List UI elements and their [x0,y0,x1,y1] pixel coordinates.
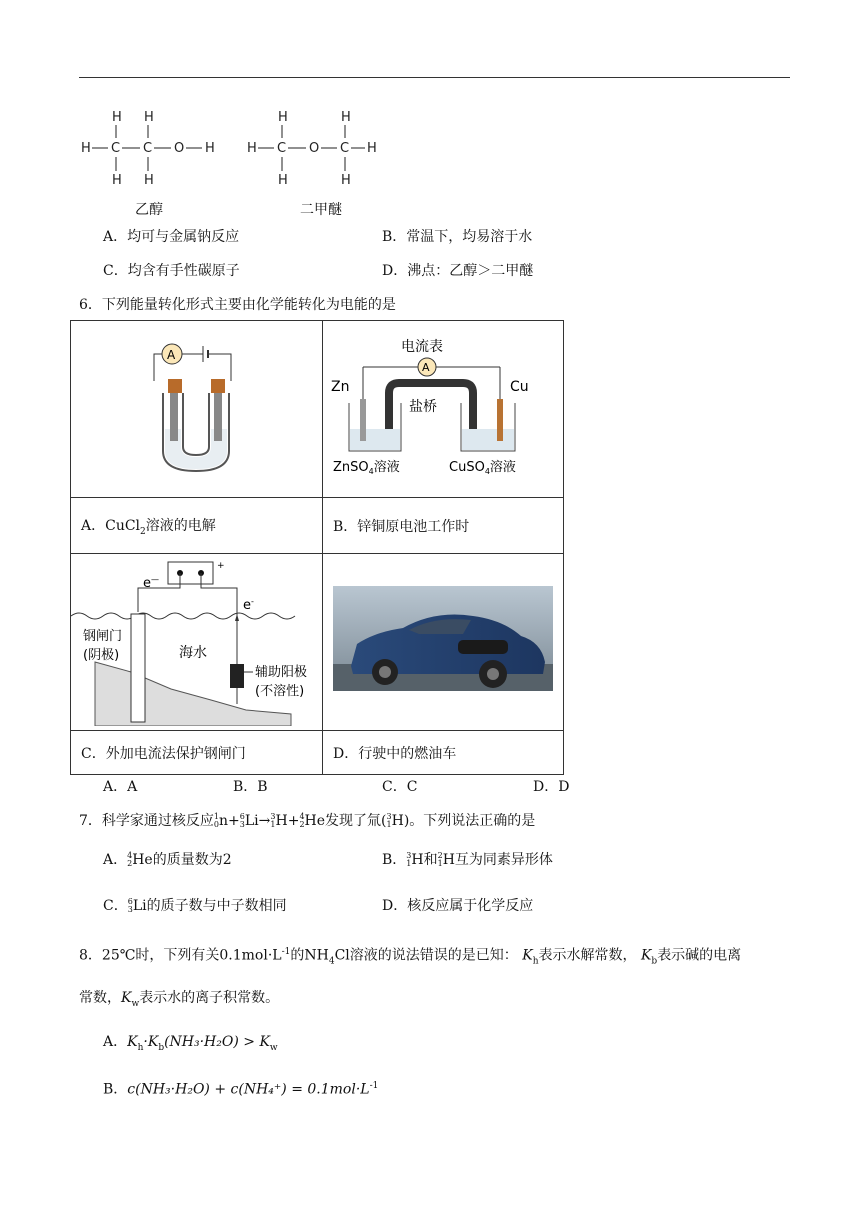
left-solution-label: ZnSO$_4$溶液 [333,460,400,476]
plus-sign: + [217,561,225,571]
atom-label: H [341,173,351,188]
q5-option-a: A．均可与金属钠反应 [103,229,240,245]
atom-label: O [309,141,320,156]
insoluble-label: (不溶性) [255,684,305,699]
header-rule [79,77,790,78]
copper-label: Cu [510,379,529,395]
ammeter-label: 电流表 [401,339,443,355]
q5-option-d: D．沸点：乙醇＞二甲醚 [382,263,534,279]
cell-a-figure [71,321,323,498]
car-photo [323,554,563,726]
electron-label: e— [143,575,159,591]
q5-option-c: C．均含有手性碳原子 [103,263,240,279]
atom-label: H [341,110,351,125]
q7-stem: 7．科学家通过核反应 1 0 n+ 6 3 Li→ 3 1 H+ 4 2 He发现了氚( 3 1 H)。下列说法正确的是 [79,812,536,829]
seawater-label: 海水 [179,645,207,661]
salt-bridge-label: 盐桥 [409,399,437,415]
atom-label: H [112,173,122,188]
cell-d-caption: D．行驶中的燃油车 [323,731,564,775]
anode-label: 辅助阳极 [255,665,308,680]
atom-label: H [247,141,257,156]
cathode-label: (阴极) [83,648,120,663]
q5-option-b: B．常温下，均易溶于水 [382,229,533,245]
q8-stem-line2: 常数，$K_w$表示水的离子积常数。 [79,990,280,1009]
electrolysis-u-tube-figure [71,321,322,493]
cell-b-figure [323,321,564,498]
ethanol-name: 乙醇 [135,202,163,218]
cell-c-figure [71,554,323,731]
ethanol-structure [78,105,228,190]
atom-label: H [278,110,288,125]
dimethyl-ether-structure [244,105,394,190]
atom-label: O [174,141,185,156]
atom-label: H [278,173,288,188]
impressed-current-figure [71,554,322,726]
atom-label: C [340,141,350,156]
atom-label: C [143,141,153,156]
galvanic-cell-figure [323,321,563,493]
right-solution-label: CuSO$_4$溶液 [449,460,516,476]
atom-label: H [367,141,377,156]
cell-b-caption: B．锌铜原电池工作时 [323,498,564,554]
q6-stem: 6．下列能量转化形式主要由化学能转化为电能的是 [79,297,396,313]
q8-option-b: B．$c(NH_3\cdot H_2O) + c(NH_4^+) = 0.1mol\cdot L^{-1}$ [103,1081,379,1098]
q8-stem-line1: 8．25℃时，下列有关$0.1mol\cdot L^{-1}$的$NH_4Cl$溶液的说法错误的是已知： $K_h$表示水解常数， $K_b$表示碱的电离 [79,947,742,967]
q6-answer-b: B．B [233,779,268,795]
q6-figure-table [70,320,564,775]
atom-label: H [205,141,215,156]
cell-c-caption: C．外加电流法保护钢闸门 [71,731,323,775]
zinc-label: Zn [331,379,350,395]
ammeter-letter: A [422,361,430,374]
atom-label: C [111,141,121,156]
q7-option-b: B． 3 1 H和 2 1 H互为同素异形体 [382,851,553,868]
electron-label: e- [243,597,254,613]
q6-answer-a: A．A [103,779,138,795]
ammeter-letter: A [167,348,176,362]
atom-label: C [277,141,287,156]
cell-d-figure [323,554,564,731]
atom-label: H [144,173,154,188]
dimethyl-ether-name: 二甲醚 [300,202,342,218]
q7-option-c: C． 6 3 Li的质子数与中子数相同 [103,897,287,914]
cell-a-caption: A．CuCl$_2$溶液的电解 [71,498,323,554]
q6-answer-c: C．C [382,779,418,795]
q7-option-a: A． 4 2 He的质量数为2 [103,851,232,868]
atom-label: H [81,141,91,156]
atom-label: H [144,110,154,125]
q8-option-a: A．$K_h\cdot K_b(NH_3\cdot H_2O) > K_w$ [103,1034,278,1053]
gate-label: 钢闸门 [83,629,123,644]
atom-label: H [112,110,122,125]
q6-answer-d: D．D [533,779,570,795]
q7-option-d: D．核反应属于化学反应 [382,898,534,914]
